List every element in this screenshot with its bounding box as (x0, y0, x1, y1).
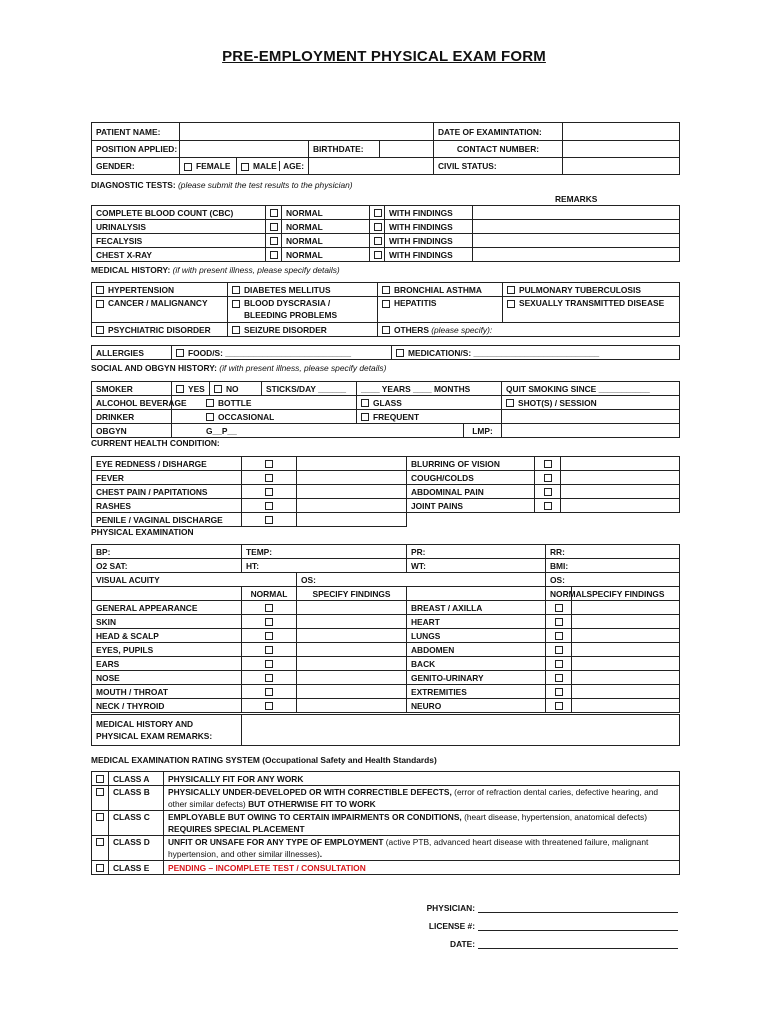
exam-checkbox[interactable] (265, 604, 273, 612)
condition-checkbox[interactable] (544, 474, 552, 482)
bottle-checkbox[interactable] (206, 399, 214, 407)
exam-checkbox[interactable] (555, 604, 563, 612)
test-name: URINALYSIS (92, 220, 266, 234)
birthdate-label: BIRTHDATE: (309, 141, 380, 158)
date-exam-field[interactable] (563, 123, 680, 141)
history-checkbox[interactable] (96, 300, 104, 308)
age-field[interactable] (309, 158, 434, 175)
exam-checkbox[interactable] (555, 618, 563, 626)
signature-block: PHYSICIAN: LICENSE #: DATE: (400, 895, 678, 949)
normal-checkbox[interactable] (270, 237, 278, 245)
smoker-no-checkbox[interactable] (214, 385, 222, 393)
contact-label: CONTACT NUMBER: (434, 141, 563, 158)
diagnostic-table: COMPLETE BLOOD COUNT (CBC) NORMAL WITH FINDINGS URINALYSIS NORMAL WITH FINDINGS FECALYSIS NORMAL WITH FINDINGS CHEST X-RAY NORMAL WITH FINDINGS (91, 205, 680, 262)
shots-checkbox[interactable] (506, 399, 514, 407)
class-c-checkbox[interactable] (96, 813, 104, 821)
remarks-field[interactable] (473, 206, 680, 220)
female-option[interactable]: FEMALE (180, 158, 237, 175)
exam-checkbox[interactable] (265, 660, 273, 668)
position-label: POSITION APPLIED: (92, 141, 180, 158)
gender-label: GENDER: (92, 158, 180, 175)
history-checkbox[interactable] (382, 286, 390, 294)
normal-checkbox[interactable] (270, 223, 278, 231)
exam-remarks-field[interactable] (242, 715, 680, 746)
glass-checkbox[interactable] (361, 399, 369, 407)
birthdate-field[interactable] (380, 141, 434, 158)
remarks-heading: REMARKS (555, 194, 598, 204)
position-field[interactable] (180, 141, 309, 158)
page-title: PRE-EMPLOYMENT PHYSICAL EXAM FORM (222, 48, 546, 65)
history-checkbox[interactable] (507, 300, 515, 308)
diagnostic-heading: DIAGNOSTIC TESTS: (please submit the test results to the physician) (91, 180, 353, 190)
current-health-heading: CURRENT HEALTH CONDITION: (91, 438, 220, 448)
license-line[interactable] (478, 921, 678, 931)
test-name: FECALYSIS (92, 234, 266, 248)
medical-history-table: HYPERTENSION DIABETES MELLITUS BRONCHIAL ASTHMA PULMONARY TUBERCULOSIS CANCER / MALIGNANCY BLOOD DYSCRASIA / BLEEDING PROBLEMS HEPATITIS SEXUALLY TRANSMITTED DISEASE PSYCHIATRIC DISORDER SEIZURE DISORDER OTHERS (please specify): (91, 282, 680, 337)
lmp-field[interactable] (502, 424, 680, 438)
condition-checkbox[interactable] (544, 488, 552, 496)
allergies-label: ALLERGIES (92, 346, 172, 360)
history-checkbox[interactable] (382, 300, 390, 308)
exam-checkbox[interactable] (265, 618, 273, 626)
exam-checkbox[interactable] (555, 646, 563, 654)
condition-checkbox[interactable] (265, 516, 273, 524)
condition-checkbox[interactable] (265, 502, 273, 510)
social-heading: SOCIAL AND OBGYN HISTORY: (if with present illness, please specify details) (91, 363, 387, 373)
social-table: SMOKER YES NO STICKS/DAY ______ ____ YEARS ____ MONTHS QUIT SMOKING SINCE ___________ ALCOHOL BEVERAGE BOTTLE GLASS SHOT(S) / SESSION DRINKER OCCASIONAL FREQUENT OBGYN G__P__ LMP: (91, 381, 680, 438)
medical-history-heading: MEDICAL HISTORY: (if with present illness, please specify details) (91, 265, 340, 275)
frequent-checkbox[interactable] (361, 413, 369, 421)
history-checkbox[interactable] (96, 286, 104, 294)
exam-checkbox[interactable] (555, 674, 563, 682)
test-name: COMPLETE BLOOD COUNT (CBC) (92, 206, 266, 220)
remarks-field[interactable] (473, 234, 680, 248)
class-e-checkbox[interactable] (96, 864, 104, 872)
rating-heading: MEDICAL EXAMINATION RATING SYSTEM (Occupational Safety and Health Standards) (91, 755, 437, 765)
exam-checkbox[interactable] (265, 632, 273, 640)
exam-checkbox[interactable] (265, 702, 273, 710)
findings-checkbox[interactable] (374, 237, 382, 245)
class-b-checkbox[interactable] (96, 788, 104, 796)
condition-checkbox[interactable] (265, 460, 273, 468)
findings-checkbox[interactable] (374, 251, 382, 259)
remarks-field[interactable] (473, 220, 680, 234)
exam-checkbox[interactable] (555, 660, 563, 668)
occasional-checkbox[interactable] (206, 413, 214, 421)
class-d-checkbox[interactable] (96, 838, 104, 846)
condition-checkbox[interactable] (544, 502, 552, 510)
smoker-yes-checkbox[interactable] (176, 385, 184, 393)
history-checkbox[interactable] (232, 326, 240, 334)
findings-checkbox[interactable] (374, 223, 382, 231)
history-checkbox[interactable] (507, 286, 515, 294)
male-option[interactable]: MALE AGE: (237, 158, 309, 175)
physical-exam-heading: PHYSICAL EXAMINATION (91, 527, 194, 537)
history-checkbox[interactable] (96, 326, 104, 334)
history-checkbox[interactable] (382, 326, 390, 334)
female-checkbox[interactable] (184, 163, 192, 171)
physician-line[interactable] (478, 903, 678, 913)
medication-checkbox[interactable] (396, 349, 404, 357)
history-checkbox[interactable] (232, 286, 240, 294)
exam-checkbox[interactable] (265, 688, 273, 696)
exam-checkbox[interactable] (555, 632, 563, 640)
normal-checkbox[interactable] (270, 209, 278, 217)
patient-info-table (91, 122, 680, 175)
condition-checkbox[interactable] (265, 488, 273, 496)
findings-checkbox[interactable] (374, 209, 382, 217)
civil-status-field[interactable] (563, 158, 680, 175)
history-checkbox[interactable] (232, 300, 240, 308)
exam-checkbox[interactable] (265, 646, 273, 654)
class-a-checkbox[interactable] (96, 775, 104, 783)
condition-checkbox[interactable] (265, 474, 273, 482)
patient-name-label: PATIENT NAME: (92, 123, 180, 141)
allergies-table: ALLERGIES FOOD/S: ___________________________ MEDICATION/S: ___________________________ (91, 345, 680, 360)
exam-checkbox[interactable] (555, 702, 563, 710)
condition-checkbox[interactable] (544, 460, 552, 468)
date-exam-label: DATE OF EXAMINTATION: (434, 123, 563, 141)
male-checkbox[interactable] (241, 163, 249, 171)
food-checkbox[interactable] (176, 349, 184, 357)
current-health-table: EYE REDNESS / DISHARGE BLURRING OF VISION FEVER COUGH/COLDS CHEST PAIN / PAPITATIONS ABDOMINAL PAIN RASHES JOINT PAINS PENILE / VAGINAL DISCHARGE (91, 456, 680, 527)
exam-checkbox[interactable] (265, 674, 273, 682)
test-name: CHEST X-RAY (92, 248, 266, 262)
age-label: AGE: (279, 161, 304, 171)
physical-exam-table: BP: TEMP: PR: RR: O2 SAT: HT: WT: BMI: VISUAL ACUITY OS: OS: NORMAL SPECIFY FINDINGS NORMAL SPECIFY FINDINGS GENERAL APPEARANCE BREAST / AXILLA SKIN HEART HEAD & SCALP LUNGS EYES, PUPILS ABDOMEN EARS BACK NOSE GENITO-URINARY MOUTH / THROAT EXTREMITIES NECK / THYROID NEURO (91, 544, 680, 713)
rating-table: CLASS A PHYSICALLY FIT FOR ANY WORK CLASS B PHYSICALLY UNDER-DEVELOPED OR WITH CORRECTIBLE DEFECTS, (error of refraction dental caries, defective hearing, and other similar defects) BUT OTHERWISE FIT TO WORK CLASS C EMPLOYABLE BUT OWING TO CERTAIN IMPAIRMENTS OR CONDITIONS, (heart disease, hypertension, anatomical defects) REQUIRES SPECIAL PLACEMENT CLASS D UNFIT OR UNSAFE FOR ANY TYPE OF EMPLOYMENT (active PTB, advanced heart disease with threatened failure, malignant hypertension, and other similar illnesses). CLASS E PENDING – INCOMPLETE TEST / CONSULTATION (91, 771, 680, 875)
normal-checkbox[interactable] (270, 251, 278, 259)
civil-status-label: CIVIL STATUS: (434, 158, 563, 175)
remarks-field[interactable] (473, 248, 680, 262)
exam-checkbox[interactable] (555, 688, 563, 696)
contact-field[interactable] (563, 141, 680, 158)
patient-name-field[interactable] (180, 123, 434, 141)
date-line[interactable] (478, 939, 678, 949)
exam-remarks-table: MEDICAL HISTORY AND PHYSICAL EXAM REMARKS: (91, 714, 680, 746)
